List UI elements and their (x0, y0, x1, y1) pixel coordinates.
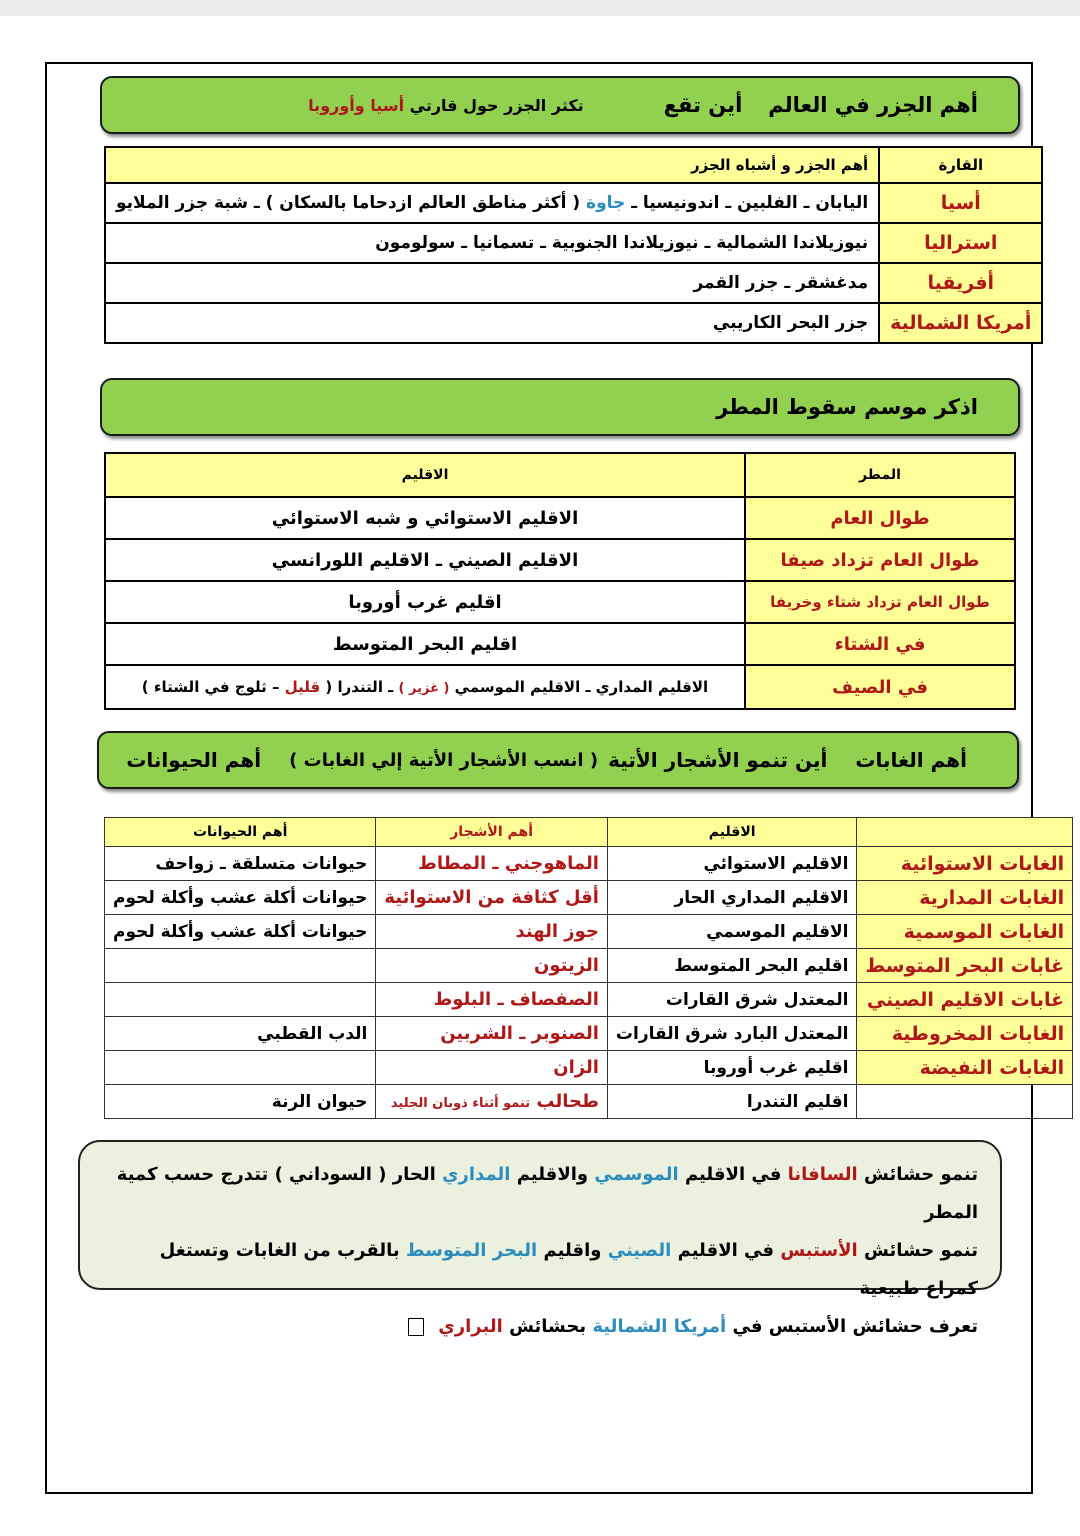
climate-cell: الاقليم الاستوائي (607, 847, 857, 881)
top-strip (0, 0, 1080, 16)
forests-instruction: ( انسب الأشجار الأتية إلي الغابات ) (289, 749, 599, 771)
islands-highlight: جاوة (586, 193, 626, 213)
note-text: تعرف حشائش الأستبس في (732, 1316, 978, 1337)
rain-banner (100, 378, 1020, 436)
climate-cell: اقليم التندرا (607, 1085, 857, 1119)
forest-cell: الغابات المدارية (857, 881, 1073, 915)
forests-question: أين تنمو الأشجار الأتية (608, 748, 828, 772)
grass-notes-box (78, 1140, 1002, 1337)
animals-cell: الدب القطبي (105, 1017, 376, 1051)
climate-cell: اقليم غرب أوروبا (607, 1051, 857, 1085)
trees-cell: الزان (376, 1051, 608, 1085)
table-row (105, 623, 1015, 665)
islands-cell: جزر البحر الكاريبي (105, 303, 879, 343)
region-text: الاقليم المداري ـ الاقليم الموسمي (454, 678, 709, 696)
trees-cell: الصنوبر ـ الشربين (376, 1017, 608, 1051)
trees-text: طحالب (536, 1091, 599, 1112)
islands-question: أين تقع (663, 93, 743, 117)
note-text: تنمو حشائش (864, 1240, 978, 1261)
islands-cell (105, 183, 879, 223)
islands-note (308, 96, 583, 115)
note-highlight-red: السافانا (787, 1164, 858, 1185)
forest-cell: الغابات المخروطية (857, 1017, 1073, 1051)
trees-cell: أقل كثافة من الاستوائية (376, 881, 608, 915)
climate-cell: الاقليم المداري الحار (607, 881, 857, 915)
forests-animals-title: أهم الحيوانات (126, 748, 262, 772)
animals-cell (105, 949, 376, 983)
note-text: واقليم (543, 1240, 602, 1261)
table-row (105, 983, 1073, 1017)
continent-cell: أفريقيا (879, 263, 1042, 303)
region-text-2: ـ التندرا ( (325, 678, 394, 696)
climate-cell: الاقليم الموسمي (607, 915, 857, 949)
animals-cell: حيوانات أكلة عشب وأكلة لحوم (105, 881, 376, 915)
trees-note: تنمو أثناء ذوبان الجليد (390, 1096, 531, 1111)
note-text: الحار ( السوداني ) تتدرج حسب كمية المطر (116, 1164, 978, 1223)
forest-cell: الغابات الموسمية (857, 915, 1073, 949)
note-highlight-red: البراري (438, 1316, 503, 1337)
table-row (105, 539, 1015, 581)
table-row (105, 665, 1015, 709)
continent-cell: أمريكا الشمالية (879, 303, 1042, 343)
islands-table (104, 146, 1043, 344)
table-row (105, 915, 1073, 949)
header-continent: القارة (879, 147, 1042, 183)
region-text-3: – ثلوج في الشتاء ) (141, 678, 280, 696)
table-row (105, 581, 1015, 623)
trees-cell (376, 1085, 608, 1119)
animals-cell (105, 983, 376, 1017)
islands-note-prefix: تكثر الجزر حول قارتي (409, 95, 584, 115)
header-region: الاقليم (105, 453, 745, 497)
forest-cell: الغابات النفيضة (857, 1051, 1073, 1085)
table-row (105, 949, 1073, 983)
animals-cell: حيوان الرنة (105, 1085, 376, 1119)
season-cell: طوال العام تزداد شتاء وخريفا (745, 581, 1015, 623)
trees-cell: جوز الهند (376, 915, 608, 949)
forest-cell: غابات البحر المتوسط (857, 949, 1073, 983)
trees-cell: الماهوجني ـ المطاط (376, 847, 608, 881)
header-rain: المطر (745, 453, 1015, 497)
climate-cell: اقليم البحر المتوسط (607, 949, 857, 983)
header-climate: الاقليم (607, 818, 857, 847)
animals-cell: حيوانات أكلة عشب وأكلة لحوم (105, 915, 376, 949)
forests-table (104, 817, 1073, 1119)
climate-cell: المعتدل شرق القارات (607, 983, 857, 1017)
table-row (105, 263, 1042, 303)
continent-cell: استراليا (879, 223, 1042, 263)
table-row (105, 183, 1042, 223)
islands-note-highlight: أسيا وأوروبا (308, 95, 405, 115)
table-row (105, 1051, 1073, 1085)
table-row (105, 847, 1073, 881)
region-cell: اقليم غرب أوروبا (105, 581, 745, 623)
region-cell: الاقليم الصيني ـ الاقليم اللورانسي (105, 539, 745, 581)
note-text: بحشائش (509, 1316, 587, 1337)
rain-table (104, 452, 1016, 710)
islands-banner (100, 76, 1020, 134)
table-row (105, 1017, 1073, 1051)
table-row (105, 497, 1015, 539)
table-header-row (105, 147, 1042, 183)
table-row (105, 1085, 1073, 1119)
region-cell: الاقليم الاستوائي و شبه الاستوائي (105, 497, 745, 539)
note-highlight-blue: المداري (442, 1164, 511, 1185)
header-trees: أهم الأشجار (376, 818, 608, 847)
season-cell: طوال العام تزداد صيفا (745, 539, 1015, 581)
forests-title: أهم الغابات (855, 748, 967, 772)
note-text: في الاقليم (684, 1164, 782, 1185)
season-cell: في الشتاء (745, 623, 1015, 665)
note-text: والاقليم (516, 1164, 589, 1185)
region-note-little: قليل (284, 678, 321, 696)
table-row (105, 881, 1073, 915)
table-row (105, 223, 1042, 263)
season-cell: طوال العام (745, 497, 1015, 539)
grass-note-line (102, 1156, 978, 1232)
grass-note-line (102, 1308, 978, 1346)
climate-cell: المعتدل البارد شرق القارات (607, 1017, 857, 1051)
trees-cell: الزيتون (376, 949, 608, 983)
region-cell (105, 665, 745, 709)
note-highlight-blue: الموسمي (594, 1164, 679, 1185)
note-highlight-red: الأستبس (780, 1240, 858, 1261)
header-islands: أهم الجزر و أشباه الجزر (105, 147, 879, 183)
table-header-row (105, 818, 1073, 847)
rain-title: اذكر موسم سقوط المطر (716, 395, 978, 419)
table-row (105, 303, 1042, 343)
islands-text-post: ( أكثر مناطق العالم ازدحاما بالسكان ) ـ شبة جزر الملايو (116, 193, 581, 213)
note-highlight-blue: أمريكا الشمالية (592, 1316, 727, 1337)
note-text: في الاقليم (677, 1240, 775, 1261)
note-text: تنمو حشائش (864, 1164, 978, 1185)
note-text: بالقرب من الغابات وتستغل كمراع طبيعية (159, 1240, 978, 1299)
forests-banner (97, 731, 1019, 789)
checkbox-icon[interactable] (408, 1318, 424, 1336)
header-forest (857, 818, 1073, 847)
islands-cell: مدغشقر ـ جزر القمر (105, 263, 879, 303)
region-cell: اقليم البحر المتوسط (105, 623, 745, 665)
islands-text: اليابان ـ الفلبين ـ اندونيسيا ـ (631, 193, 869, 213)
grass-note-line (102, 1232, 978, 1308)
forest-cell: الغابات الاستوائية (857, 847, 1073, 881)
header-animals: أهم الحيوانات (105, 818, 376, 847)
islands-title: أهم الجزر في العالم (768, 93, 978, 117)
trees-cell: الصفصاف ـ البلوط (376, 983, 608, 1017)
forest-cell (857, 1085, 1073, 1119)
animals-cell (105, 1051, 376, 1085)
forest-cell: غابات الاقليم الصيني (857, 983, 1073, 1017)
note-highlight-blue: الصيني (607, 1240, 672, 1261)
note-highlight-blue: البحر المتوسط (405, 1240, 538, 1261)
table-header-row (105, 453, 1015, 497)
season-cell: في الصيف (745, 665, 1015, 709)
region-note-heavy: ( غزير ) (398, 681, 450, 696)
continent-cell: أسيا (879, 183, 1042, 223)
islands-cell: نيوزيلاندا الشمالية ـ نيوزيلاندا الجنوبية ـ تسمانيا ـ سولومون (105, 223, 879, 263)
animals-cell: حيوانات متسلقة ـ زواحف (105, 847, 376, 881)
